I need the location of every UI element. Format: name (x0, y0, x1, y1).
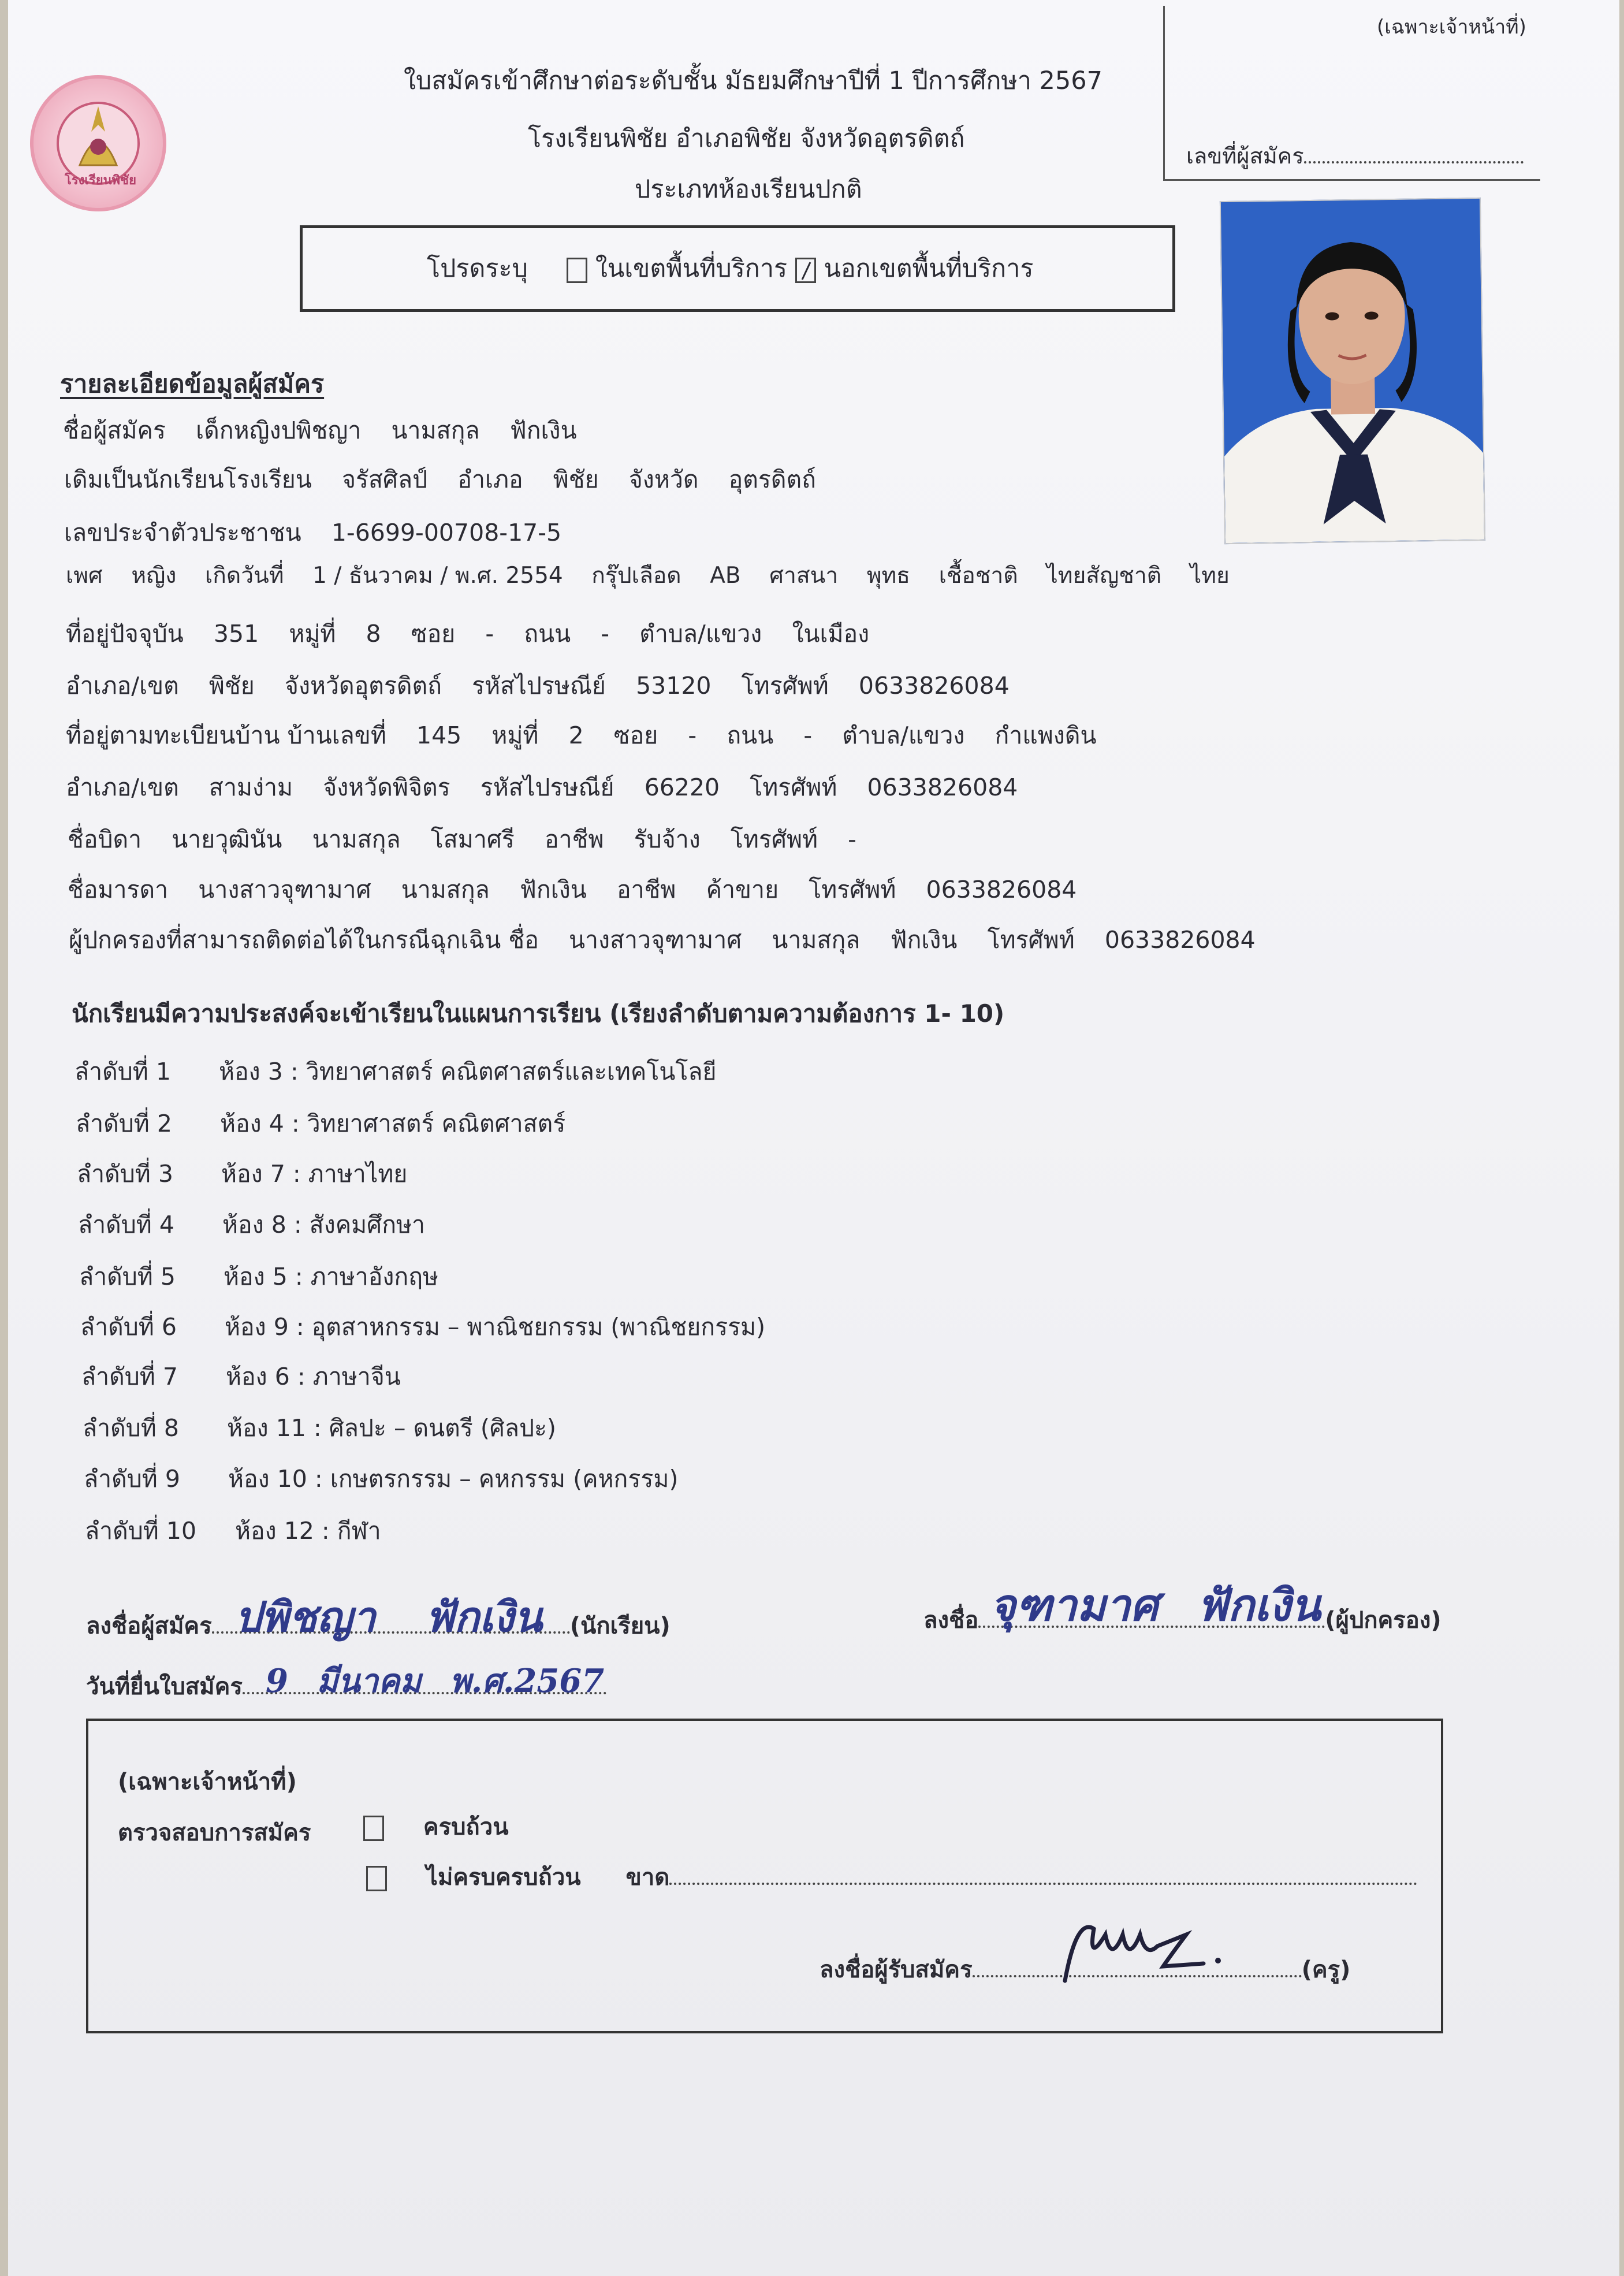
school-name: โรงเรียนพิชัย อำเภอพิชัย จังหวัดอุตรดิตถ์ (528, 124, 965, 153)
application-form-sheet (8, 0, 1619, 2276)
applicant-signature: ปพิชญา ฟักเงิน (234, 1592, 543, 1641)
section-title-applicant-details: รายละเอียดข้อมูลผู้สมัคร (60, 370, 325, 399)
application-date-field[interactable] (243, 1662, 606, 1700)
plan-rank: ลำดับที่ 8 (83, 1414, 179, 1442)
plan-item (78, 1210, 425, 1239)
missing-items-field[interactable] (669, 1883, 1417, 1885)
plan-rank: ลำดับที่ 2 (76, 1110, 172, 1137)
plan-rank: ลำดับที่ 4 (78, 1211, 174, 1239)
logo-text: โรงเรียนพิชัย (65, 173, 136, 188)
receiver-signature-scribble (1053, 1911, 1238, 1987)
school-logo (30, 75, 166, 211)
application-date-label: วันที่ยื่นใบสมัคร (86, 1673, 243, 1700)
incomplete-option (366, 1863, 1417, 1892)
personal-info-line: เพศ หญิง เกิดวันที่ 1 / ธันวาคม / พ.ศ. 2554 กรุ๊ปเลือด AB ศาสนา พุทธ เชื้อชาติ ไทยสัญชาติ ไทย (66, 563, 1230, 589)
complete-label: ครบถ้วน (423, 1814, 509, 1840)
emergency-contact-line: ผู้ปกครองที่สามารถติดต่อได้ในกรณีฉุกเฉิน ชื่อ นางสาวจุฑามาศ นามสกุล ฟักเงิน โทรศัพท์ 0633826084 (69, 926, 1256, 954)
plan-room: ห้อง 6 : ภาษาจีน (226, 1363, 401, 1390)
plan-room: ห้อง 8 : สังคมศึกษา (222, 1211, 426, 1239)
plan-rank: ลำดับที่ 9 (84, 1465, 180, 1493)
plan-item (77, 1159, 407, 1188)
plan-room: ห้อง 12 : กีฬา (235, 1517, 381, 1545)
check-mark-icon (798, 260, 815, 282)
classroom-type: ประเภทห้องเรียนปกติ (635, 175, 862, 204)
plan-item (75, 1057, 717, 1086)
incomplete-checkbox[interactable] (366, 1866, 387, 1891)
registered-district-line: อำเภอ/เขต สามง่าม จังหวัดพิจิตร รหัสไปรษณีย์ 66220 โทรศัพท์ 0633826084 (66, 773, 1018, 801)
plan-item (85, 1516, 381, 1545)
mother-line: ชื่อมารดา นางสาวจุฑามาศ นามสกุล ฟักเงิน อาชีพ ค้าขาย โทรศัพท์ 0633826084 (68, 876, 1077, 903)
applicant-signature-row (86, 1592, 671, 1641)
service-area-prompt: โปรดระบุ (427, 254, 528, 283)
receiver-signature-row (820, 1955, 1350, 1984)
out-area-label: นอกเขตพื้นที่บริการ (824, 254, 1034, 283)
complete-option (363, 1813, 509, 1842)
application-number-label: เลขที่ผู้สมัคร (1186, 142, 1524, 170)
current-address-line: ที่อยู่ปัจจุบัน 351 หมู่ที่ 8 ซอย - ถนน - ตำบล/แขวง ในเมือง (66, 620, 870, 648)
father-line: ชื่อบิดา นายวุฒินัน นามสกุล โสมาศรี อาชีพ รับจ้าง โทรศัพท์ - (68, 825, 856, 853)
plan-item (79, 1262, 438, 1291)
plan-room: ห้อง 10 : เกษตรกรรม – คหกรรม (คหกรรม) (228, 1465, 679, 1493)
guardian-signature: จุฑามาศ ฟักเงิน (990, 1579, 1321, 1631)
office-use-title: (เฉพาะเจ้าหน้าที่) (118, 1769, 297, 1795)
plan-rank: ลำดับที่ 5 (79, 1263, 176, 1291)
service-area-row (427, 254, 1033, 283)
current-district-line: อำเภอ/เขต พิชัย จังหวัดอุตรดิตถ์ รหัสไปรษณีย์ 53120 โทรศัพท์ 0633826084 (66, 672, 1010, 700)
plan-item (81, 1362, 401, 1391)
plan-room: ห้อง 9 : อุตสาหกรรม – พาณิชยกรรม (พาณิชยกรรม) (225, 1313, 766, 1341)
guardian-role: (ผู้ปกครอง) (1325, 1607, 1442, 1634)
application-number-field[interactable] (1304, 161, 1524, 163)
application-date-row (86, 1662, 606, 1701)
plan-item (83, 1414, 556, 1442)
staff-corner-label: (เฉพาะเจ้าหน้าที่) (1377, 16, 1526, 39)
plan-room: ห้อง 3 : วิทยาศาสตร์ คณิตศาสตร์และเทคโนโลยี (219, 1058, 717, 1085)
receiver-signature-field[interactable] (973, 1975, 1302, 1977)
applicant-signature-field[interactable] (212, 1592, 570, 1641)
incomplete-label: ไม่ครบครบถ้วน (426, 1864, 581, 1891)
application-check-label: ตรวจสอบการสมัคร (118, 1820, 311, 1846)
in-area-checkbox[interactable] (567, 258, 587, 283)
plan-item (76, 1109, 565, 1138)
applicant-name-line: ชื่อผู้สมัคร เด็กหญิงปพิชญา นามสกุล ฟักเงิน (63, 416, 577, 444)
student-portrait-icon (1221, 199, 1484, 543)
guardian-signature-row (923, 1579, 1442, 1635)
registered-address-line: ที่อยู่ตามทะเบียนบ้าน บ้านเลขที่ 145 หมู่ที่ 2 ซอย - ถนน - ตำบล/แขวง กำแพงดิน (66, 722, 1097, 749)
plan-rank: ลำดับที่ 6 (80, 1313, 177, 1341)
plan-room: ห้อง 7 : ภาษาไทย (221, 1160, 408, 1188)
missing-label: ขาด (625, 1864, 670, 1891)
national-id-line: เลขประจำตัวประชาชน 1-6699-00708-17-5 (64, 519, 562, 546)
plan-room: ห้อง 11 : ศิลปะ – ดนตรี (ศิลปะ) (227, 1414, 557, 1442)
application-date-value: 9 มีนาคม พ.ศ.2567 (265, 1662, 605, 1700)
receiver-signature-label: ลงชื่อผู้รับสมัคร (820, 1957, 973, 1983)
out-area-checkbox[interactable] (795, 258, 816, 283)
plan-item (80, 1312, 765, 1341)
applicant-photo (1220, 198, 1485, 544)
in-area-label: ในเขตพื้นที่บริการ (595, 254, 788, 283)
study-plans-title: นักเรียนมีความประสงค์จะเข้าเรียนในแผนการเรียน (เรียงลำดับตามความต้องการ 1- 10) (72, 999, 1005, 1028)
form-title: ใบสมัครเข้าศึกษาต่อระดับชั้น มัธยมศึกษาปีที่ 1 ปีการศึกษา 2567 (404, 66, 1102, 95)
plan-room: ห้อง 4 : วิทยาศาสตร์ คณิตศาสตร์ (220, 1110, 566, 1137)
receiver-role: (ครู) (1301, 1957, 1351, 1983)
applicant-signature-label: ลงชื่อผู้สมัคร (86, 1613, 212, 1639)
guardian-signature-label: ลงชื่อ (923, 1607, 979, 1634)
plan-item (84, 1464, 678, 1493)
previous-school-line: เดิมเป็นนักเรียนโรงเรียน จรัสศิลป์ อำเภอ พิชัย จังหวัด อุตรดิตถ์ (64, 466, 816, 493)
plan-rank: ลำดับที่ 7 (81, 1363, 178, 1390)
plan-rank: ลำดับที่ 3 (77, 1160, 173, 1188)
complete-checkbox[interactable] (363, 1816, 384, 1841)
applicant-role: (นักเรียน) (569, 1613, 671, 1639)
plan-rank: ลำดับที่ 10 (85, 1517, 197, 1545)
guardian-signature-field[interactable] (978, 1579, 1325, 1631)
plan-room: ห้อง 5 : ภาษาอังกฤษ (224, 1263, 439, 1291)
plan-rank: ลำดับที่ 1 (75, 1058, 171, 1085)
